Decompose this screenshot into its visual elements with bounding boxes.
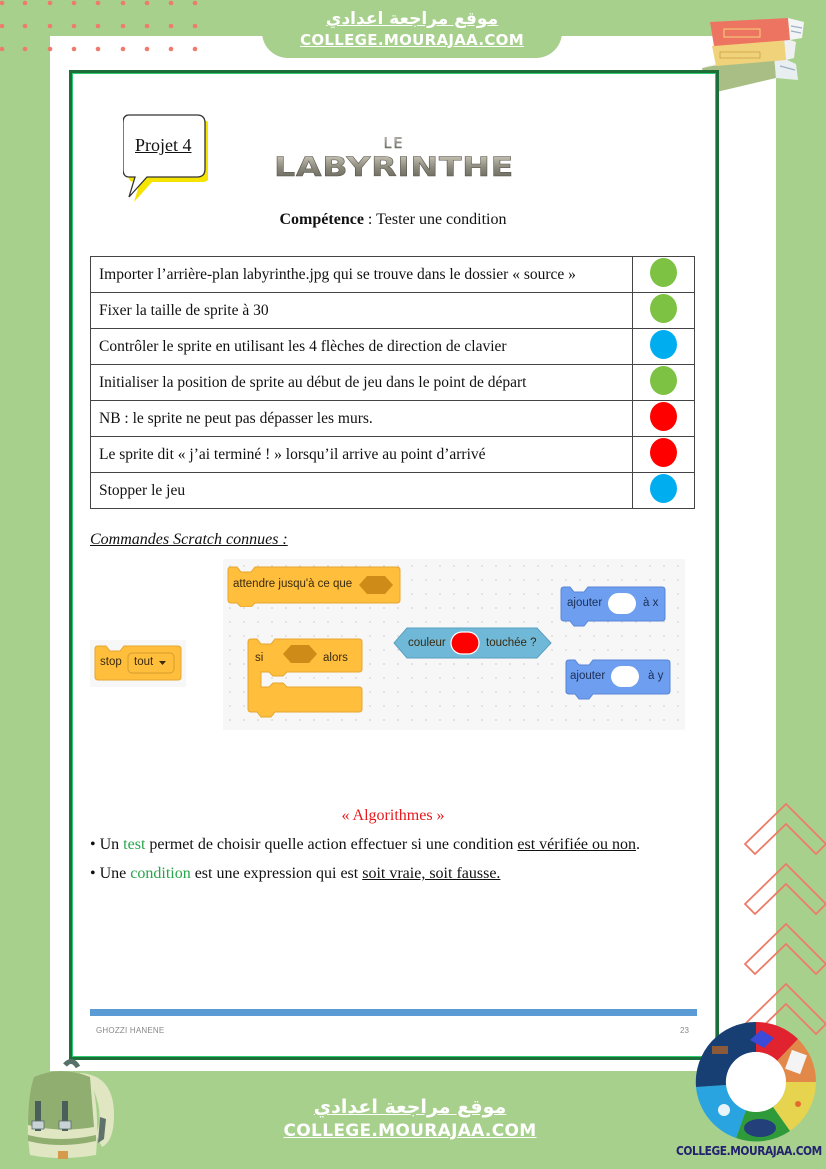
speech-bubble (123, 113, 208, 203)
task-text: Importer l’arrière-plan labyrinthe.jpg qui se trouve dans le dossier « source » (91, 257, 633, 293)
text: permet de choisir quelle action effectuer si une condition (145, 836, 518, 853)
algorithm-line-condition (90, 865, 500, 883)
status-dot-icon (650, 330, 677, 359)
underlined-text: est vérifiée ou non (517, 836, 637, 853)
stop-block-dropdown[interactable]: tout (134, 656, 154, 668)
stop-block-label: stop (100, 656, 122, 668)
task-row (91, 293, 695, 329)
site-banner-arabic: موقع مراجعة اعدادي (313, 1096, 507, 1118)
task-status-cell (633, 473, 695, 509)
change-x-label-to: à x (643, 597, 659, 609)
competence-separator: : (363, 211, 377, 228)
text: Un (95, 836, 124, 853)
status-dot-icon (650, 294, 677, 323)
text: est une expression qui est (190, 865, 363, 882)
task-row (91, 473, 695, 509)
algorithms-title: « Algorithmes » (341, 807, 445, 824)
task-status-cell (633, 329, 695, 365)
task-row (91, 257, 695, 293)
status-dot-icon (650, 258, 677, 287)
site-banner-domain[interactable]: COLLEGE.MOURAJAA.COM (283, 1121, 537, 1141)
status-dot-icon (650, 438, 677, 467)
task-row (91, 329, 695, 365)
change-y-label-add: ajouter (570, 670, 606, 682)
footer-author: GHOZZI HANENE (96, 1026, 165, 1035)
task-text: Stopper le jeu (91, 473, 633, 509)
site-banner-domain[interactable]: COLLEGE.MOURAJAA.COM (300, 31, 524, 49)
touching-touched-label: touchée ? (486, 637, 537, 649)
status-dot-icon (650, 366, 677, 395)
task-text: Initialiser la position de sprite au début de jeu dans le point de départ (91, 365, 633, 401)
text: Une (95, 865, 131, 882)
task-text: Fixer la taille de sprite à 30 (91, 293, 633, 329)
footer-bar (90, 1009, 697, 1016)
site-banner-top-text[interactable] (262, 9, 562, 51)
svg-text:LE: LE (383, 136, 405, 152)
tasks-table (90, 256, 695, 509)
svg-text:LABYRINTHE: LABYRINTHE (274, 152, 514, 180)
page-number: 23 (680, 1026, 689, 1035)
chevron-up-decoration-icon (730, 790, 826, 1040)
change-x-label-add: ajouter (567, 597, 603, 609)
if-block-label-then: alors (323, 652, 348, 664)
competence-line (0, 211, 786, 229)
task-status-cell (633, 293, 695, 329)
site-banner-arabic: موقع مراجعة اعدادي (325, 9, 499, 29)
task-row (91, 365, 695, 401)
backpack-illustration (10, 1055, 115, 1165)
task-row (91, 437, 695, 473)
project-label: Projet 4 (135, 135, 192, 155)
task-status-cell (633, 257, 695, 293)
color-swatch (451, 632, 479, 654)
stop-block-area (90, 640, 186, 687)
keyword-test: test (123, 836, 146, 853)
change-y-label-to: à y (648, 670, 664, 682)
if-block-label-if: si (255, 652, 264, 664)
if-block-shape (247, 637, 365, 725)
scratch-section-title: Commandes Scratch connues : (90, 531, 288, 548)
bullet: • (90, 865, 96, 882)
bullet: • (90, 836, 96, 853)
labyrinthe-logo (272, 134, 516, 180)
task-status-cell (633, 401, 695, 437)
decorative-dots (0, 0, 200, 60)
subjects-wheel-logo (694, 1020, 818, 1144)
task-status-cell (633, 437, 695, 473)
task-row (91, 401, 695, 437)
competence-label: Compétence (279, 211, 364, 228)
competence-value: Tester une condition (376, 211, 507, 228)
status-dot-icon (650, 474, 677, 503)
text: . (636, 836, 641, 853)
brand-bottom-text[interactable]: COLLEGE.MOURAJAA.COM (676, 1143, 822, 1158)
keyword-condition: condition (130, 865, 191, 882)
underlined-text: soit vraie, soit fausse. (362, 865, 501, 882)
wait-until-label: attendre jusqu'à ce que (233, 578, 353, 590)
site-banner-bottom-text[interactable] (260, 1095, 560, 1143)
algorithm-line-test (90, 836, 640, 854)
task-status-cell (633, 365, 695, 401)
task-text: Contrôler le sprite en utilisant les 4 flèches de direction de clavier (91, 329, 633, 365)
background-left-band (0, 0, 50, 1169)
task-text: Le sprite dit « j’ai terminé ! » lorsqu’il arrive au point d’arrivé (91, 437, 633, 473)
task-text: NB : le sprite ne peut pas dépasser les murs. (91, 401, 633, 437)
scratch-blocks-area (223, 559, 685, 730)
status-dot-icon (650, 402, 677, 431)
touching-color-label: couleur (408, 637, 446, 649)
